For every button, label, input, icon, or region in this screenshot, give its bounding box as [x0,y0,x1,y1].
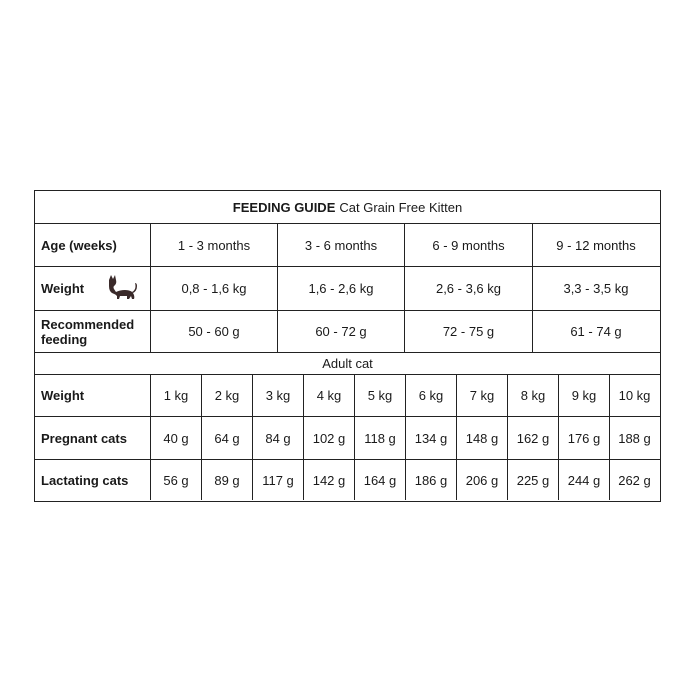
pregnant-cell: 102 g [303,417,354,459]
feeding-cell: 50 - 60 g [150,311,277,352]
adult-section-row [35,353,660,375]
lactating-cell: 56 g [150,460,201,500]
kitten-weight-label: Weight [41,281,85,296]
lactating-cell: 186 g [405,460,456,500]
adult-weight-cell: 8 kg [507,375,558,416]
title-product: Cat Grain Free Kitten [339,199,463,215]
kitten-weight-row [35,267,660,311]
age-cell: 3 - 6 months [277,224,404,266]
pregnant-cell: 148 g [456,417,507,459]
pregnant-cell: 40 g [150,417,201,459]
pregnant-cell: 134 g [405,417,456,459]
adult-weight-label: Weight [41,388,85,403]
adult-weight-cell: 5 kg [354,375,405,416]
adult-weight-cell: 2 kg [201,375,252,416]
feeding-label: Recommended feeding [41,316,135,347]
adult-weight-cell: 7 kg [456,375,507,416]
lactating-label: Lactating cats [41,472,129,488]
age-cell: 1 - 3 months [150,224,277,266]
adult-weight-cell: 4 kg [303,375,354,416]
title-strong: FEEDING GUIDE [232,199,336,215]
lactating-cell: 244 g [558,460,609,500]
kitten-weight-cell: 1,6 - 2,6 kg [277,267,404,310]
feeding-cell: 72 - 75 g [404,311,532,352]
age-label: Age (weeks) [41,237,117,253]
lactating-cell: 117 g [252,460,303,500]
lactating-cell: 142 g [303,460,354,500]
kitten-weight-cell: 2,6 - 3,6 kg [404,267,532,310]
title-row [35,191,660,224]
feeding-guide-table [34,190,661,502]
adult-weight-row [35,375,660,417]
lactating-row [35,460,660,500]
table-title [35,191,660,223]
kitten-feeding-row [35,311,660,353]
pregnant-cell: 188 g [609,417,659,459]
kitten-weight-label-cell [35,267,150,310]
pregnant-cell: 64 g [201,417,252,459]
adult-weight-cell: 10 kg [609,375,659,416]
age-cell: 6 - 9 months [404,224,532,266]
lactating-cell: 206 g [456,460,507,500]
pregnant-cell: 84 g [252,417,303,459]
adult-weight-cell: 9 kg [558,375,609,416]
age-cell: 9 - 12 months [532,224,659,266]
adult-weight-cell: 6 kg [405,375,456,416]
adult-weight-cell: 3 kg [252,375,303,416]
adult-weight-cell: 1 kg [150,375,201,416]
lactating-cell: 89 g [201,460,252,500]
kitten-weight-cell: 0,8 - 1,6 kg [150,267,277,310]
pregnant-cell: 162 g [507,417,558,459]
kitten-age-row [35,224,660,267]
adult-section-label: Adult cat [322,356,373,371]
pregnant-cell: 176 g [558,417,609,459]
lactating-cell: 225 g [507,460,558,500]
lactating-cell: 262 g [609,460,659,500]
lactating-cell: 164 g [354,460,405,500]
kitten-weight-cell: 3,3 - 3,5 kg [532,267,659,310]
pregnant-row [35,417,660,460]
cat-silhouette-icon [106,274,138,303]
pregnant-cell: 118 g [354,417,405,459]
pregnant-label: Pregnant cats [41,430,127,446]
feeding-cell: 61 - 74 g [532,311,659,352]
feeding-cell: 60 - 72 g [277,311,404,352]
